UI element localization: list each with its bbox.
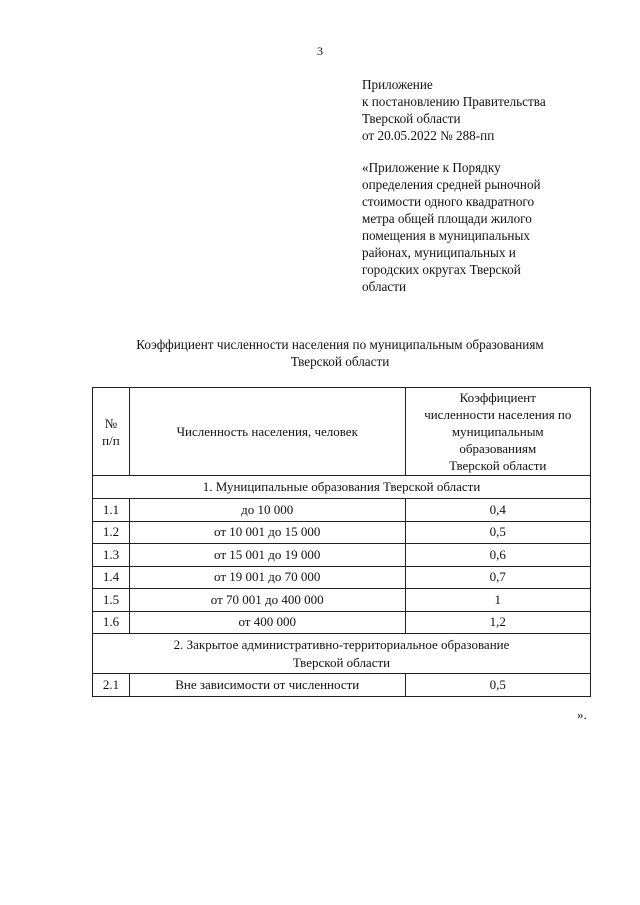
row-coefficient: 1,2 bbox=[405, 611, 590, 634]
appendix-quote-line: определения средней рыночной bbox=[362, 177, 541, 192]
section-row bbox=[93, 634, 591, 674]
row-coefficient: 0,7 bbox=[405, 566, 590, 589]
header-coefficient-line: численности населения по bbox=[424, 407, 572, 422]
header-number bbox=[93, 388, 130, 476]
section-row bbox=[93, 476, 591, 499]
row-coefficient: 0,6 bbox=[405, 544, 590, 567]
table-row bbox=[93, 544, 591, 567]
section-title bbox=[93, 634, 591, 674]
header-coefficient-line: муниципальным bbox=[451, 424, 544, 439]
table-row bbox=[93, 674, 591, 697]
appendix-quote-line: городских округах Тверской bbox=[362, 262, 521, 277]
section-title-line: Тверской области bbox=[292, 654, 391, 670]
table-row bbox=[93, 611, 591, 634]
appendix-header bbox=[362, 76, 602, 295]
closing-quote: ». bbox=[577, 707, 587, 722]
table-row bbox=[93, 499, 591, 522]
header-number-sign: № bbox=[104, 415, 118, 431]
header-population: Численность населения, человек bbox=[129, 388, 405, 476]
row-population: от 19 001 до 70 000 bbox=[129, 566, 405, 589]
row-population: до 10 000 bbox=[129, 499, 405, 522]
row-number: 1.1 bbox=[93, 499, 130, 522]
table-row bbox=[93, 521, 591, 544]
row-number: 2.1 bbox=[93, 674, 130, 697]
table-row bbox=[93, 566, 591, 589]
row-coefficient: 0,5 bbox=[405, 674, 590, 697]
appendix-quote-line: области bbox=[362, 279, 407, 294]
appendix-quote-line: «Приложение к Порядку bbox=[362, 160, 501, 175]
page-number: 3 bbox=[317, 44, 323, 58]
table-title-line: Тверской области bbox=[290, 354, 390, 369]
appendix-quote-line: стоимости одного квадратного bbox=[362, 194, 535, 209]
row-population: от 400 000 bbox=[129, 611, 405, 634]
row-coefficient: 0,5 bbox=[405, 521, 590, 544]
row-number: 1.5 bbox=[93, 589, 130, 612]
table-title bbox=[60, 336, 620, 370]
row-population: от 15 001 до 19 000 bbox=[129, 544, 405, 567]
section-title: 1. Муниципальные образования Тверской области bbox=[93, 476, 591, 499]
table-header-row bbox=[93, 388, 591, 476]
row-number: 1.2 bbox=[93, 521, 130, 544]
coefficient-table bbox=[92, 387, 591, 697]
appendix-line: от 20.05.2022 № 288-пп bbox=[362, 128, 495, 143]
row-coefficient: 1 bbox=[405, 589, 590, 612]
row-number: 1.3 bbox=[93, 544, 130, 567]
appendix-line: Тверской области bbox=[362, 111, 461, 126]
row-number: 1.4 bbox=[93, 566, 130, 589]
table-row bbox=[93, 589, 591, 612]
appendix-line: Приложение bbox=[362, 77, 433, 92]
section-title-line: 2. Закрытое административно-территориальное образование bbox=[173, 636, 510, 652]
appendix-quote-line: метра общей площади жилого bbox=[362, 211, 532, 226]
header-coefficient bbox=[405, 388, 590, 476]
header-coefficient-line: образованиям bbox=[459, 441, 537, 456]
header-coefficient-line: Тверской области bbox=[449, 458, 547, 473]
row-coefficient: 0,4 bbox=[405, 499, 590, 522]
appendix-quote-line: помещения в муниципальных bbox=[362, 228, 530, 243]
row-population: Вне зависимости от численности bbox=[129, 674, 405, 697]
row-number: 1.6 bbox=[93, 611, 130, 634]
row-population: от 10 001 до 15 000 bbox=[129, 521, 405, 544]
header-number-label: п/п bbox=[102, 432, 120, 448]
appendix-line: к постановлению Правительства bbox=[362, 94, 546, 109]
header-coefficient-line: Коэффициент bbox=[459, 390, 536, 405]
appendix-quote-line: районах, муниципальных и bbox=[362, 245, 516, 260]
table-title-line: Коэффициент численности населения по муниципальным образованиям bbox=[136, 337, 544, 352]
row-population: от 70 001 до 400 000 bbox=[129, 589, 405, 612]
